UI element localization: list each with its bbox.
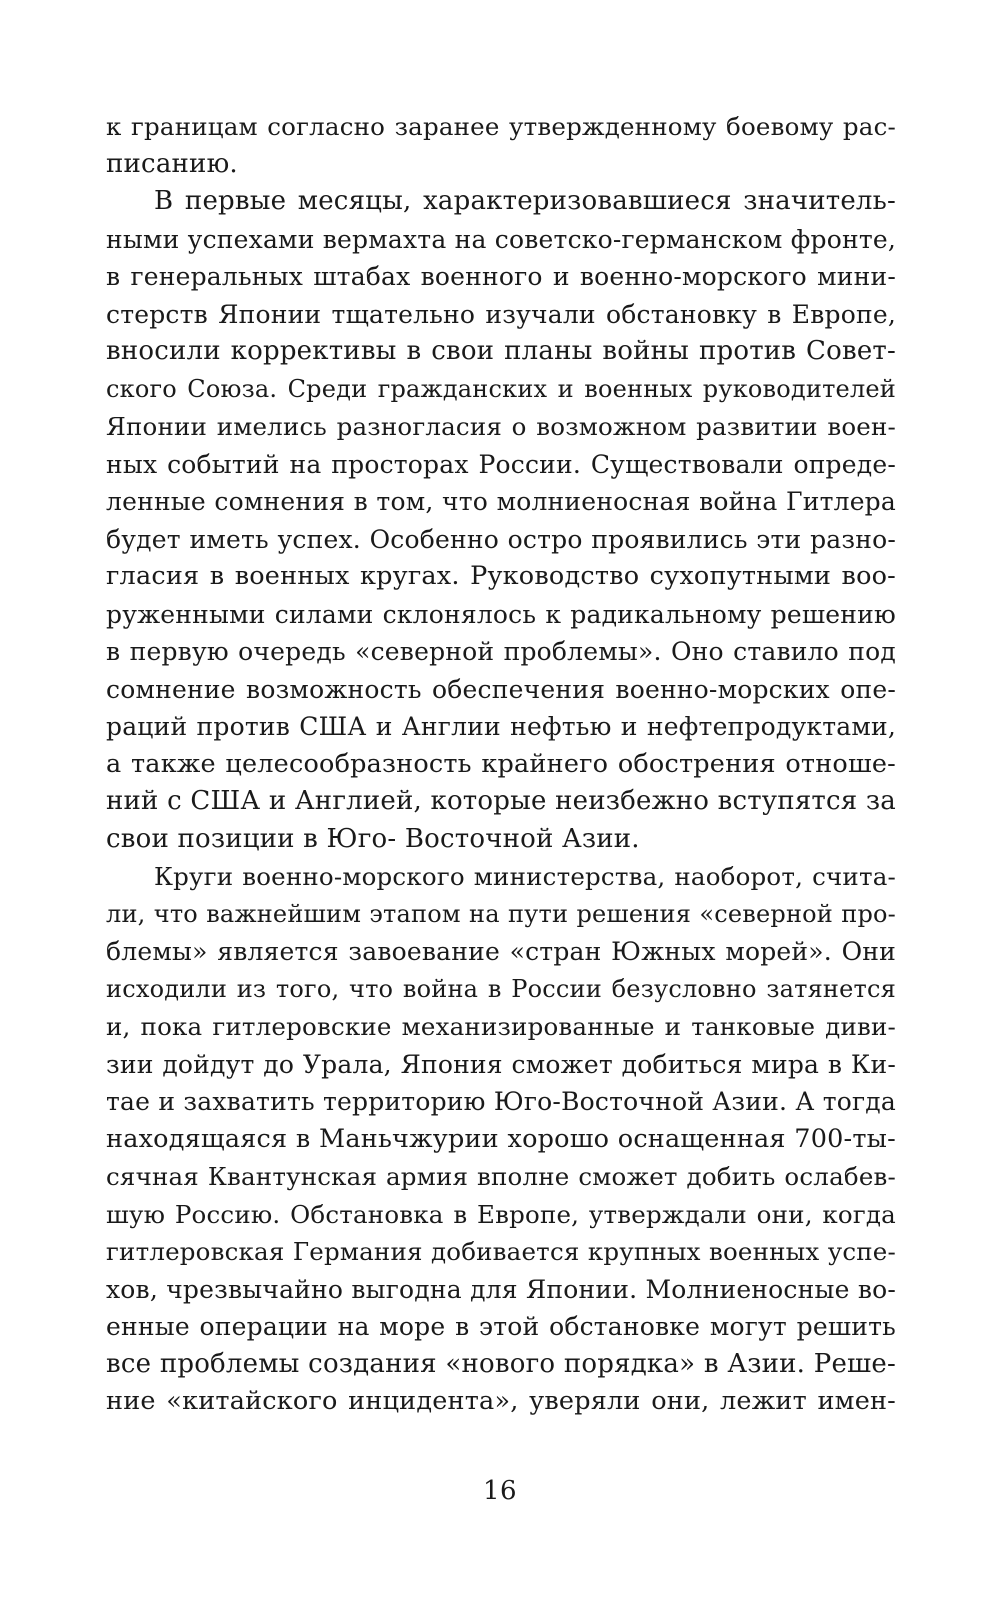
text-line: ными успехами вермахта на советско-германском фронте, <box>106 224 896 254</box>
text-line: шую Россию. Обстановка в Европе, утверждали они, когда <box>106 1199 896 1229</box>
text-line: В первые месяцы, характеризовавшиеся значитель- <box>154 186 896 216</box>
text-line: Круги военно-морского министерства, наоборот, счита- <box>154 862 896 891</box>
text-line: зии дойдут до Урала, Япония сможет добиться мира в Ки- <box>106 1049 896 1079</box>
text-line: хов, чрезвычайно выгодна для Японии. Молниеносные во- <box>106 1274 896 1304</box>
page-body <box>106 108 896 1421</box>
text-line: все проблемы создания «нового порядка» в Азии. Реше- <box>106 1348 896 1379</box>
text-line: ний с США и Англией, которые неизбежно вступятся за <box>106 786 896 816</box>
text-line: ных событий на просторах России. Существовали опреде- <box>106 449 896 479</box>
text-line: писанию. <box>106 148 238 179</box>
text-line: исходили из того, что война в России безусловно затянется <box>106 974 896 1003</box>
text-line: находящаяся в Маньчжурии хорошо оснащенная 700-ты- <box>106 1123 896 1154</box>
text-line: стерств Японии тщательно изучали обстановку в Европе, <box>106 299 896 329</box>
text-line: сячная Квантунская армия вполне сможет добить ослабев- <box>106 1162 896 1191</box>
paragraph <box>106 183 896 858</box>
text-line: вносили коррективы в свои планы войны против Совет- <box>106 336 896 366</box>
text-line: ленные сомнения в том, что молниеносная война Гитлера <box>106 487 896 516</box>
text-line: сомнение возможность обеспечения военно-морских опе- <box>106 674 896 704</box>
text-line: свои позиции в Юго- Восточной Азии. <box>106 823 640 854</box>
paragraph <box>106 858 896 1421</box>
text-line: будет иметь успех. Особенно остро проявились эти разно- <box>106 524 896 554</box>
text-line: ли, что важнейшим этапом на пути решения «северной про- <box>106 899 896 928</box>
text-line: гитлеровская Германия добивается крупных военных успе- <box>106 1237 896 1266</box>
paragraph <box>106 108 896 183</box>
text-line: гласия в военных кругах. Руководство сухопутными воо- <box>106 561 896 591</box>
text-line: к границам согласно заранее утвержденному боевому рас- <box>106 112 896 141</box>
text-line: Японии имелись разногласия о возможном развитии воен- <box>106 412 896 441</box>
text-line: руженными силами склонялось к радикальному решению <box>106 599 896 629</box>
text-line: раций против США и Англии нефтью и нефтепродуктами, <box>106 712 896 741</box>
text-line: блемы» является завоевание «стран Южных морей». Они <box>106 937 896 966</box>
text-line: енные операции на море в этой обстановке могут решить <box>106 1312 896 1341</box>
page-number: 16 <box>482 1476 518 1506</box>
text-line: тае и захватить территорию Юго-Восточной Азии. А тогда <box>106 1087 896 1116</box>
text-line: а также целесообразность крайнего обострения отноше- <box>106 748 896 779</box>
text-line: в генеральных штабах военного и военно-морского мини- <box>106 262 896 291</box>
text-line: ние «китайского инцидента», уверяли они, лежит имен- <box>106 1386 896 1416</box>
text-line: в первую очередь «северной проблемы». Оно ставило под <box>106 637 896 666</box>
text-line: и, пока гитлеровские механизированные и танковые диви- <box>106 1012 896 1041</box>
text-line: ского Союза. Среди гражданских и военных руководителей <box>106 374 896 403</box>
